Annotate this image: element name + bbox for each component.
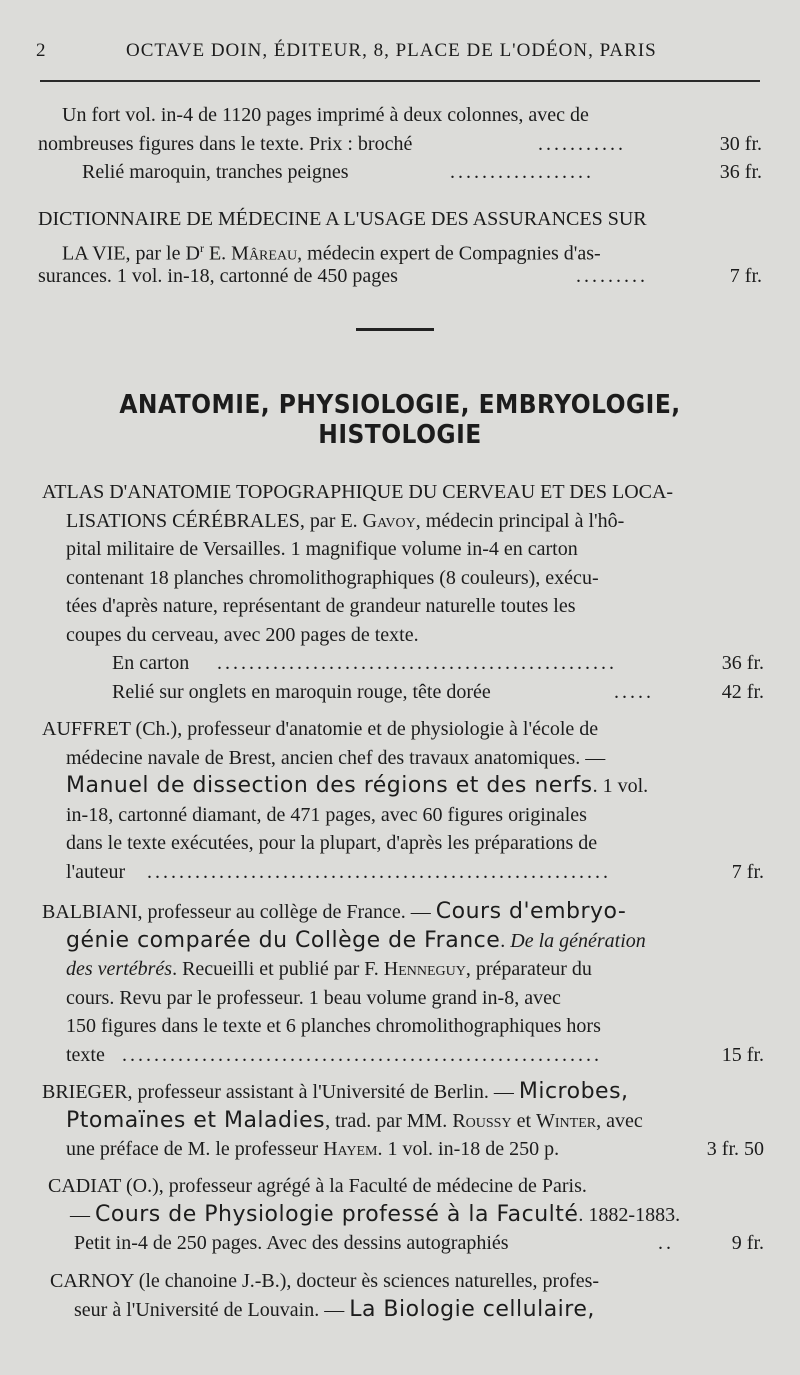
entry-intro <box>38 101 762 187</box>
entry-line: pital militaire de Versailles. 1 magnifique volume in-4 en carton <box>66 538 578 560</box>
entry-line: LISATIONS CÉRÉBRALES, par E. Gavoy, médecin principal à l'hô- <box>66 509 625 532</box>
entry-line: dans le texte exécutées, pour la plupart, d'après les préparations de <box>66 832 598 854</box>
price: 9 fr. <box>731 1232 764 1254</box>
leader-dots: ........... <box>538 132 626 155</box>
leader-dots: ..... <box>614 680 654 703</box>
entry-line: coupes du cerveau, avec 200 pages de texte. <box>66 623 419 646</box>
leader-dots: ......... <box>576 265 648 287</box>
entry-line: seur à l'Université de Louvain. — La Biologie cellulaire, <box>74 1296 595 1322</box>
entry-line: — Cours de Physiologie professé à la Faculté. 1882-1883. <box>70 1201 681 1227</box>
section-title: ANATOMIE, PHYSIOLOGIE, EMBRYOLOGIE, HISTOLOGIE <box>119 390 681 450</box>
entry-line: contenant 18 planches chromolithographiques (8 couleurs), exécu- <box>66 566 599 589</box>
entry-carnoy <box>50 1267 776 1324</box>
entry-balbiani <box>42 898 764 1069</box>
entry-line: Petit in-4 de 250 pages. Avec des dessins autographiés <box>74 1232 509 1254</box>
entry-line: 150 figures dans le texte et 6 planches chromolithographiques hors <box>66 1015 601 1037</box>
price: 42 fr. <box>721 680 764 703</box>
entry-line: CARNOY (le chanoine J.-B.), docteur ès sciences naturelles, profes- <box>50 1270 600 1292</box>
entry-line: ATLAS D'ANATOMIE TOPOGRAPHIQUE DU CERVEAU ET DES LOCA- <box>42 481 674 503</box>
entry-line: DICTIONNAIRE DE MÉDECINE A L'USAGE DES ASSURANCES SUR <box>38 208 647 230</box>
leader-dots: .......................................................... <box>147 860 611 883</box>
price: 7 fr. <box>731 860 764 883</box>
book-title: Manuel de dissection des régions et des nerfs <box>66 773 593 798</box>
entry-line: Ptomaïnes et Maladies, trad. par MM. Roussy et Winter, avec <box>66 1107 643 1133</box>
entry-line: texte <box>66 1043 105 1066</box>
entry-line: Un fort vol. in-4 de 1120 pages imprimé à deux colonnes, avec de <box>62 104 589 126</box>
entry-line: des vertébrés. Recueilli et publié par F. Henneguy, préparateur du <box>66 958 592 980</box>
entry-line: médecine navale de Brest, ancien chef des travaux anatomiques. — <box>66 746 606 769</box>
price: 36 fr. <box>721 652 764 674</box>
leader-dots: .................. <box>450 161 594 183</box>
header-rule <box>40 80 760 82</box>
price: 3 fr. 50 <box>706 1138 764 1160</box>
book-title: Microbes, <box>518 1079 629 1104</box>
entry-line: génie comparée du Collège de France. De la génération <box>66 927 646 953</box>
leader-dots: ............................................................ <box>122 1043 602 1066</box>
page-number: 2 <box>36 40 47 61</box>
entry-line: cours. Revu par le professeur. 1 beau volume grand in-8, avec <box>66 986 561 1009</box>
price: 30 fr. <box>719 132 762 155</box>
book-title: La Biologie cellulaire, <box>349 1296 595 1322</box>
entry-brieger <box>42 1078 764 1164</box>
entry-line: tées d'après nature, représentant de grandeur naturelle toutes les <box>66 595 576 617</box>
entry-line: LA VIE, par le $D^r$ E. Mâreau, médecin expert de Compagnies d'as- <box>62 240 601 265</box>
entry-line: AUFFRET (Ch.), professeur d'anatomie et de physiologie à l'école de <box>42 718 599 740</box>
entry-line: En carton <box>112 652 190 674</box>
book-title: Ptomaïnes et Maladies <box>66 1107 326 1133</box>
entry-auffret <box>42 715 764 886</box>
entry-dictionnaire <box>38 205 762 291</box>
entry-line: CADIAT (O.), professeur agrégé à la Faculté de médecine de Paris. <box>48 1175 587 1197</box>
leader-dots: .. <box>658 1232 674 1254</box>
entry-line: surances. 1 vol. in-18, cartonné de 450 pages <box>38 265 398 287</box>
book-title: Cours d'embryo- <box>435 899 627 924</box>
entry-line: Relié sur onglets en maroquin rouge, tête dorée <box>112 680 491 703</box>
entry-atlas <box>42 478 764 706</box>
entry-line: in-18, cartonné diamant, de 471 pages, avec 60 figures originales <box>66 803 587 826</box>
publisher-line: OCTAVE DOIN, ÉDITEUR, 8, PLACE DE L'ODÉON, PARIS <box>126 40 657 61</box>
entry-cadiat <box>48 1172 764 1258</box>
entry-line: une préface de M. le professeur Hayem. 1 vol. in-18 de 250 p. <box>66 1138 560 1160</box>
price: 36 fr. <box>719 161 762 183</box>
book-title: Cours de Physiologie professé à la Faculté <box>95 1201 579 1227</box>
price: 15 fr. <box>721 1043 764 1066</box>
price: 7 fr. <box>729 265 762 287</box>
leader-dots: .................................................. <box>217 652 617 674</box>
entry-line: BRIEGER, professeur assistant à l'Université de Berlin. — Microbes, <box>42 1079 629 1104</box>
section-separator <box>356 328 434 331</box>
entry-line: nombreuses figures dans le texte. Prix : broché <box>38 132 413 155</box>
entry-line: l'auteur <box>66 860 126 883</box>
entry-line: Relié maroquin, tranches peignes <box>82 161 349 183</box>
entry-line: BALBIANI, professeur au collège de France. — Cours d'embryo- <box>42 899 627 924</box>
entry-line: Manuel de dissection des régions et des nerfs. 1 vol. <box>66 773 649 798</box>
book-title: génie comparée du Collège de France <box>66 927 501 953</box>
